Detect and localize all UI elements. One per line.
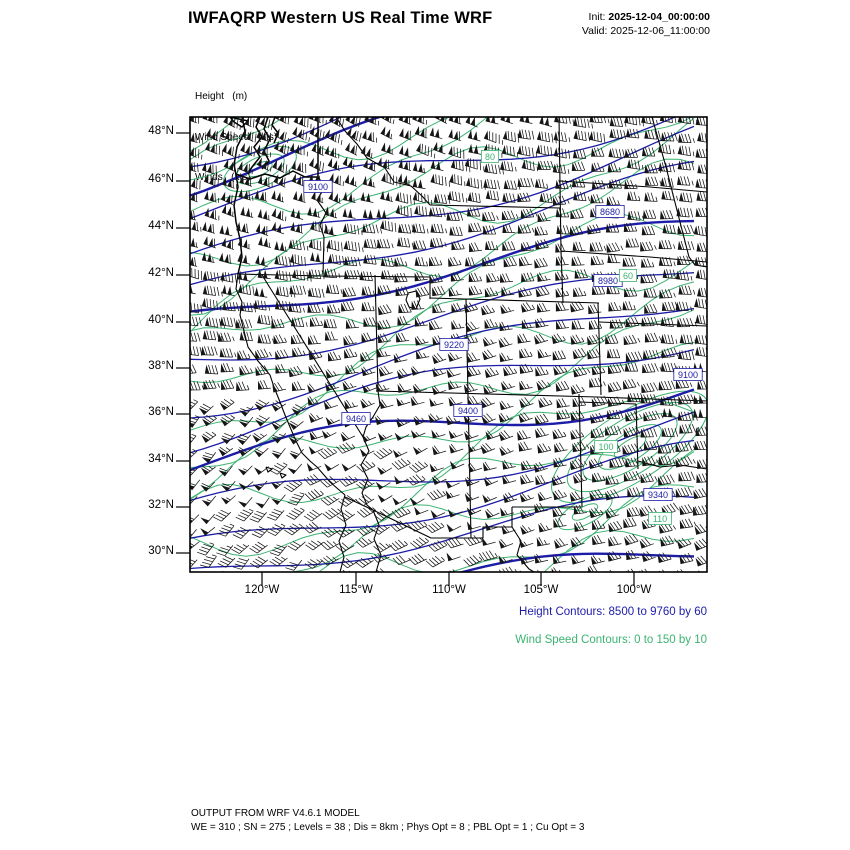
svg-text:8980: 8980 [597,276,619,287]
svg-text:9400: 9400 [457,406,479,417]
model-config-footer [191,807,584,834]
svg-text:9340: 9340 [647,490,669,501]
y-tick-label-30n: 30°N [148,545,174,557]
svg-text:9460: 9460 [345,414,367,425]
plot-title: IWFAQRP Western US Real Time WRF [188,9,493,27]
footer-model-line: OUTPUT FROM WRF V4.6.1 MODEL [191,808,360,819]
y-tick-label-46n: 46°N [148,173,174,185]
svg-text:9220: 9220 [443,340,465,351]
svg-text:9100: 9100 [677,370,699,381]
svg-text:110: 110 [652,514,668,525]
y-tick-label-32n: 32°N [148,499,174,511]
y-tick-label-34n: 34°N [148,453,174,465]
svg-text:100: 100 [598,442,614,453]
legend-winds: Winds (kts) [195,172,251,183]
svg-text:60: 60 [622,271,634,282]
y-tick-label-36n: 36°N [148,406,174,418]
x-tick-label-110w: 110°W [432,584,466,596]
wind-speed-contour-layer [190,0,724,774]
wind-speed-contour-note: Wind Speed Contours: 0 to 150 by 10 [515,634,707,646]
legend-height: Height (m) [195,91,248,102]
x-tick-label-105w: 105°W [523,584,559,596]
x-tick-label-115w: 115°W [339,584,373,596]
footer-config-line: WE = 310 ; SN = 275 ; Levels = 38 ; Dis = 8km ; Phys Opt = 8 ; PBL Opt = 1 ; Cu Opt = 3 [191,821,585,833]
y-tick-label-44n: 44°N [148,220,174,232]
y-tick-label-38n: 38°N [148,360,174,372]
x-tick-label-100w: 100°W [616,584,652,596]
svg-text:80: 80 [484,152,496,163]
y-tick-label-48n: 48°N [148,125,174,137]
legend-wind-speed: Wind Speed (kts) [195,131,278,143]
svg-text:8680: 8680 [599,207,621,218]
wrf-map [190,117,707,572]
y-tick-label-40n: 40°N [148,314,174,326]
init-time: Init: 2025-12-04_00:00:00 [588,11,710,23]
x-tick-label-120w: 120°W [244,584,280,596]
valid-time: Valid: 2025-12-06_11:00:00 [581,24,710,37]
height-contour-note: Height Contours: 8500 to 9760 by 60 [519,606,707,618]
y-tick-label-42n: 42°N [148,267,174,279]
svg-text:9100: 9100 [307,182,329,193]
model-time-stamp [582,11,710,38]
